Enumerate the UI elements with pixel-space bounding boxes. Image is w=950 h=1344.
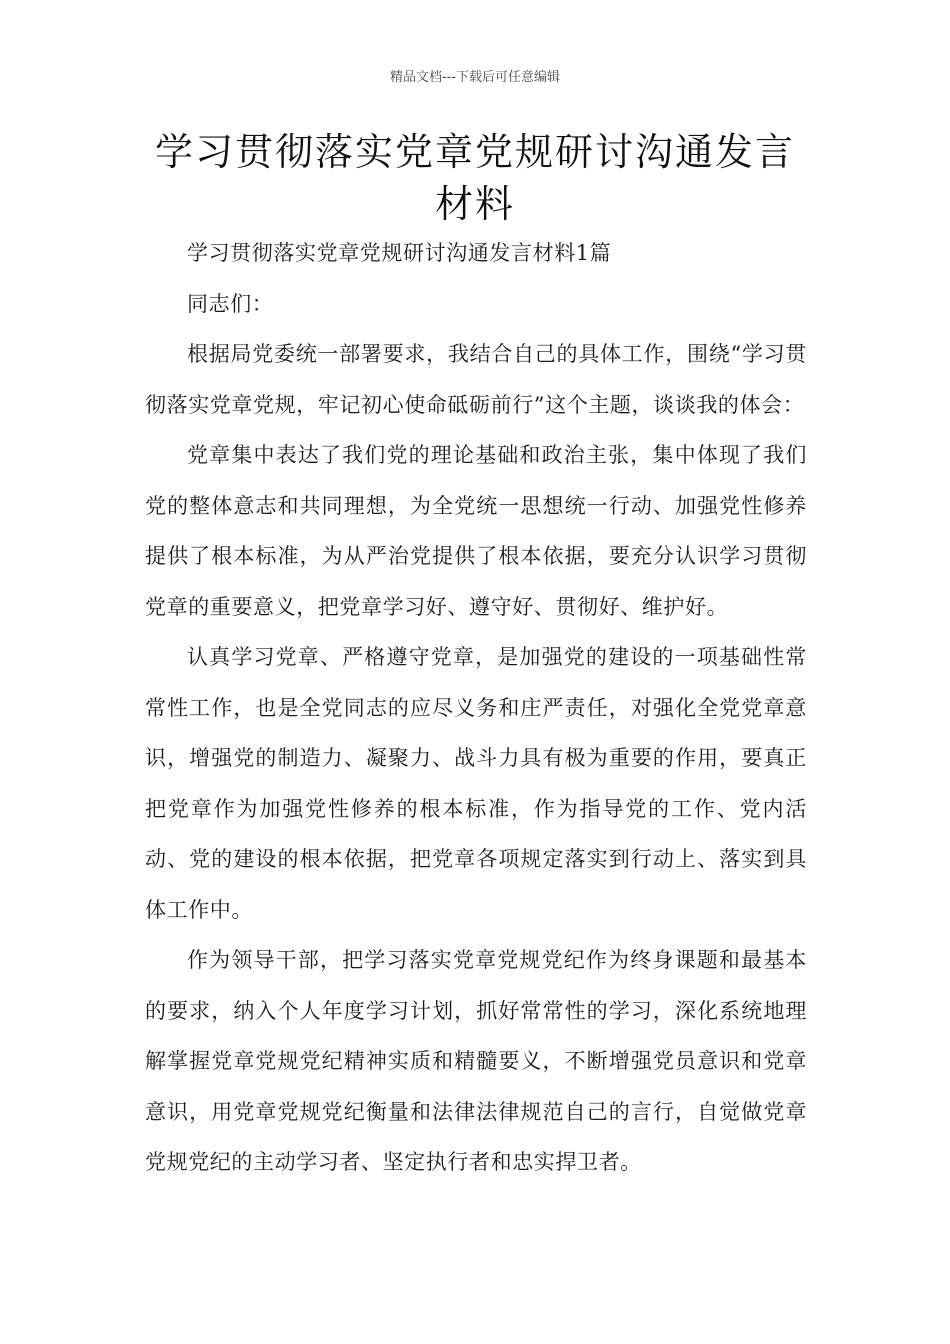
body-paragraph: 根据局党委统一部署要求，我结合自己的具体工作，围绕“学习贯彻落实党章党规，牢记初心使命砥砺前行”这个主题，谈谈我的体会： bbox=[145, 342, 807, 417]
body-paragraph: 党章集中表达了我们党的理论基础和政治主张，集中体现了我们党的整体意志和共同理想，为全党统一思想统一行动、加强党性修养提供了根本标准，为从严治党提供了根本依据，要充分认识学习贯彻党章的重要意义，把党章学习好、遵守好、贯彻好、维护好。 bbox=[145, 443, 807, 619]
salutation-paragraph: 同志们： bbox=[187, 291, 274, 316]
document-body bbox=[145, 228, 807, 1188]
body-paragraph: 认真学习党章、严格遵守党章，是加强党的建设的一项基础性常常性工作，也是全党同志的应尽义务和庄严责任，对强化全党党章意识，增强党的制造力、凝聚力、战斗力具有极为重要的作用，要真正把党章作为加强党性修养的根本标准，作为指导党的工作、党内活动、党的建设的根本依据，把党章各项规定落实到行动上、落实到具体工作中。 bbox=[145, 645, 807, 922]
subtitle-paragraph: 学习贯彻落实党章党规研讨沟通发言材料1篇 bbox=[187, 241, 612, 265]
body-paragraph: 作为领导干部，把学习落实党章党规党纪作为终身课题和最基本的要求，纳入个人年度学习计划，抓好常常性的学习，深化系统地理解掌握党章党规党纪精神实质和精髓要义，不断增强党员意识和党章意识，用党章党规党纪衡量和法律法律规范自己的言行，自觉做党章党规党纪的主动学习者、坚定执行者和忠实捍卫者。 bbox=[145, 948, 807, 1174]
header-note: 精品文档---下载后可任意编辑 bbox=[389, 70, 561, 85]
document-title: 学习贯彻落实党章党规研讨沟通发言材料 bbox=[154, 130, 795, 226]
